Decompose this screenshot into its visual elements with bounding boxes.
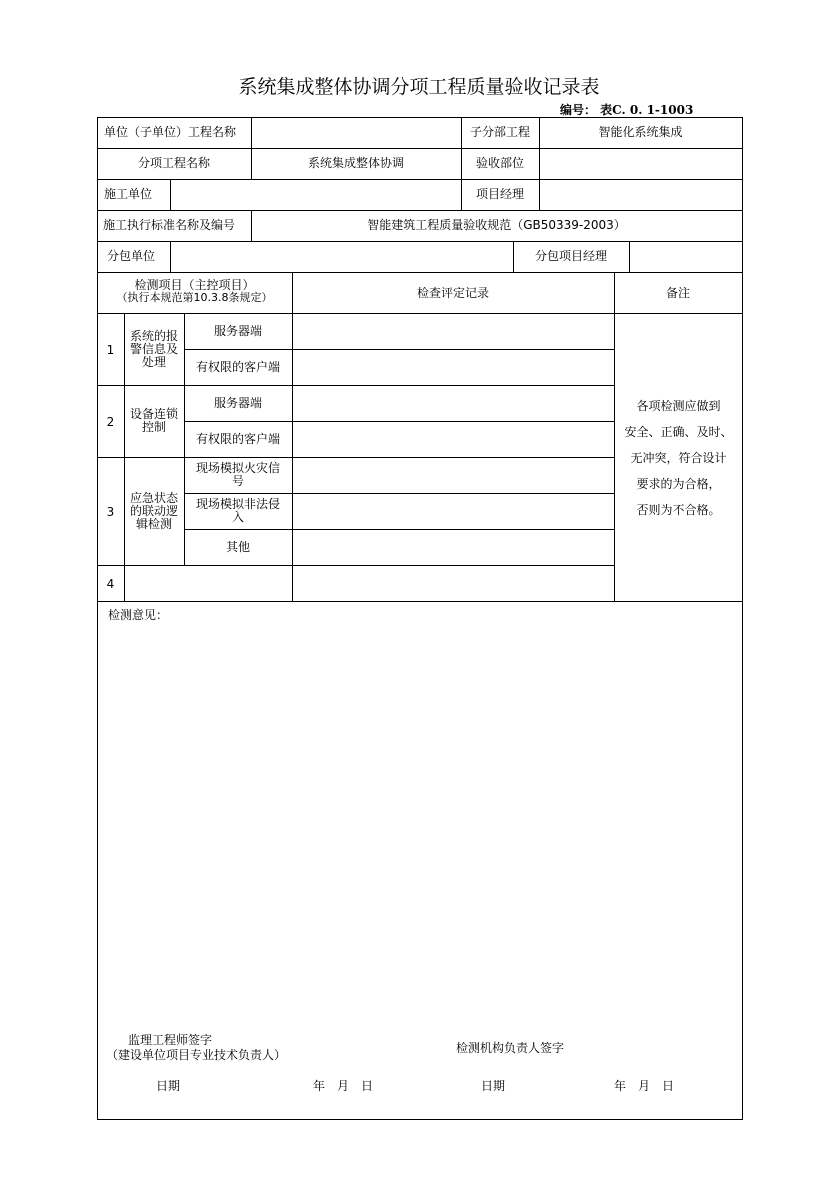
group-no: 3 bbox=[106, 505, 115, 519]
grid-line bbox=[170, 179, 171, 210]
grid-line bbox=[184, 349, 614, 350]
item-name-label: 分项工程名称 bbox=[137, 156, 210, 170]
remark-line: 否则为不合格。 bbox=[636, 503, 721, 517]
sub-division-value[interactable]: 智能化系统集成 bbox=[598, 125, 683, 139]
grid-line bbox=[292, 272, 293, 601]
date-ymd-left: 年 月 日 bbox=[313, 1079, 374, 1093]
remark-line: 无冲突，符合设计 bbox=[630, 451, 727, 465]
supervisor-signature-label: 监理工程师签字 bbox=[128, 1033, 213, 1047]
group-no: 2 bbox=[106, 415, 115, 429]
grid-line bbox=[184, 493, 614, 494]
unit-label: 单位（子单位）工程名称 bbox=[104, 125, 237, 139]
sub-item: 现场模拟火灾信号 bbox=[196, 461, 281, 488]
document-title: 系统集成整体协调分项工程质量验收记录表 bbox=[238, 76, 600, 98]
grid-line bbox=[629, 241, 630, 272]
grid-line bbox=[97, 565, 614, 566]
col-remark: 备注 bbox=[665, 286, 690, 300]
remark-line: 各项检测应做到 bbox=[636, 399, 721, 413]
grid-line bbox=[97, 601, 743, 602]
group-name: 设备连锁控制 bbox=[129, 407, 178, 434]
remark-text bbox=[615, 393, 742, 523]
group-name: 应急状态的联动逻辑检测 bbox=[129, 491, 178, 531]
item-name-value[interactable]: 系统集成整体协调 bbox=[307, 156, 404, 170]
grid-line bbox=[97, 1119, 743, 1120]
date-label-right: 日期 bbox=[481, 1079, 506, 1093]
grid-line bbox=[97, 313, 743, 314]
remark-line: 要求的为合格， bbox=[636, 477, 721, 491]
sub-item: 有权限的客户端 bbox=[195, 432, 280, 446]
sub-pm-label: 分包项目经理 bbox=[534, 249, 607, 263]
supervisor-signature-sublabel: （建设单位项目专业技术负责人） bbox=[106, 1048, 287, 1062]
grid-line bbox=[97, 272, 743, 273]
grid-line bbox=[97, 179, 743, 180]
col-item-line2: （执行本规范第10.3.8条规定） bbox=[116, 291, 273, 304]
grid-line bbox=[97, 241, 743, 242]
construction-unit-label: 施工单位 bbox=[104, 187, 153, 201]
grid-line bbox=[97, 117, 743, 118]
project-manager-label: 项目经理 bbox=[475, 187, 524, 201]
grid-line bbox=[97, 117, 98, 1120]
standard-label: 施工执行标准名称及编号 bbox=[103, 218, 236, 232]
form-code: 编号： 表C. 0. 1-1003 bbox=[560, 103, 694, 117]
sub-item: 服务器端 bbox=[213, 396, 262, 410]
grid-line bbox=[742, 117, 743, 1120]
grid-line bbox=[97, 457, 614, 458]
group-no: 4 bbox=[106, 577, 115, 591]
date-label-left: 日期 bbox=[156, 1079, 181, 1093]
remark-line: 安全、正确、及时、 bbox=[624, 425, 733, 439]
grid-line bbox=[97, 148, 743, 149]
sub-item: 现场模拟非法侵入 bbox=[196, 497, 281, 524]
sub-division-label: 子分部工程 bbox=[469, 125, 530, 139]
date-ymd-right: 年 月 日 bbox=[614, 1079, 675, 1093]
grid-line bbox=[184, 529, 614, 530]
sub-item: 有权限的客户端 bbox=[195, 360, 280, 374]
subcontractor-label: 分包单位 bbox=[107, 249, 156, 263]
group-no: 1 bbox=[106, 343, 115, 357]
grid-line bbox=[97, 385, 614, 386]
acceptance-part-label: 验收部位 bbox=[475, 156, 524, 170]
grid-line bbox=[170, 241, 171, 272]
sub-item: 服务器端 bbox=[213, 324, 262, 338]
opinion-label: 检测意见： bbox=[108, 608, 169, 622]
group-name: 系统的报警信息及处理 bbox=[129, 329, 178, 369]
sub-item: 其他 bbox=[225, 540, 250, 554]
agency-signature-label: 检测机构负责人签字 bbox=[456, 1041, 565, 1055]
grid-line bbox=[97, 210, 743, 211]
grid-line bbox=[184, 421, 614, 422]
col-item-line1: 检测项目（主控项目） bbox=[134, 278, 255, 292]
col-record: 检查评定记录 bbox=[416, 286, 489, 300]
standard-value: 智能建筑工程质量验收规范（GB50339-2003） bbox=[367, 218, 626, 232]
grid-line bbox=[124, 313, 125, 601]
